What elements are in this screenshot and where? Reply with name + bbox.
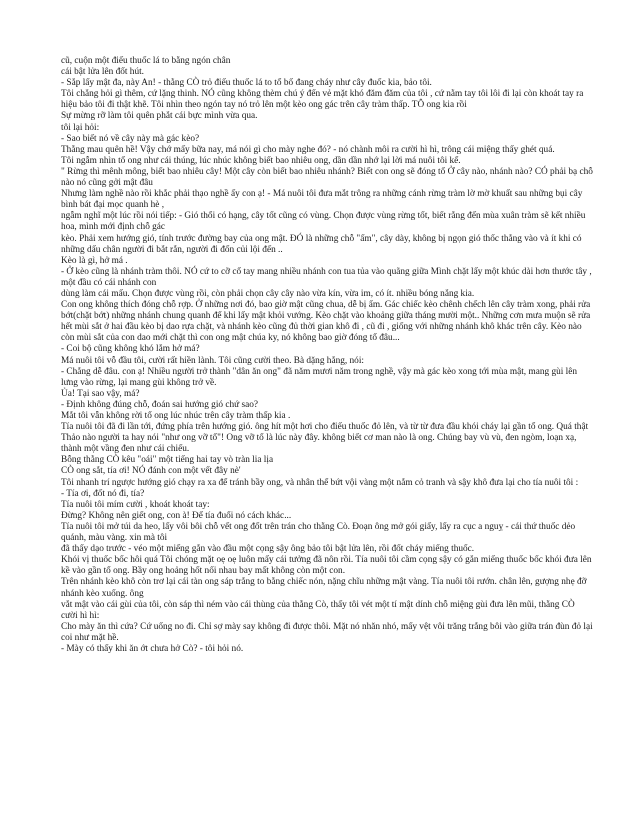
paragraph: cũ, cuộn một điếu thuốc lá to bằng ngón chân [61, 56, 231, 66]
paragraph: Tía nuôi tôi mím cười , khoát khoát tay: [61, 499, 210, 510]
paragraph: Thằng mau quên hề! Vậy chớ mấy bữa nay, má nói gì cho mày nghe đó? - nó chành môi ra cười hì hì, trông cái miệng thấy ghét quá. [61, 144, 555, 155]
paragraph: Khói vị thuốc bốc hôi quá Tôi chóng mặt oẹ oẹ luôn mấy cái tưởng đã nôn rồi. Tía nuôi tôi cầm cọng sậy có gắn miếng thuốc bốc khói đưa lên kề vào gần tổ ong. Bầy ong hoảng hốt nối nhau bay mất không còn một con. [61, 555, 592, 577]
paragraph: kèo. Phải xem hướng gió, tính trước đường bay của ong mật. ĐÓ là những chỗ "ấm", cây dày, không bị ngọn gió thốc thẳng vào và ít khi có những dấu chân người đi bắt rắn, người đi đốn củi lội đến .. [61, 233, 582, 255]
paragraph: - Sắp lấy mật đa, này An! - thằng CÒ trỏ điếu thuốc lá to tổ bố đang cháy như cây đuốc kia, bảo tôi. [61, 78, 432, 89]
paragraph: Ủa! Tại sao vậy, má? [61, 388, 140, 399]
paragraph: Tôi ngẫm nhìn tổ ong như cái thúng, lúc nhúc không biết bao nhiêu ong, dần dần nhớ lại lời má nuôi tôi kể. [61, 155, 461, 166]
paragraph: Tôi nhanh trí ngược hướng gió chạy ra xa để tránh bầy ong, và nhân thể bứt vội vàng một nắm cỏ tranh và sậy khô đưa lại cho tía nuôi tôi : [61, 477, 579, 488]
paragraph: - Sao biết nó về cây này mà gác kèo? [61, 133, 200, 144]
paragraph: - Ở kèo cũng là nhánh tràm thôi. NÓ cứ to cỡ cổ tay mang nhiều nhánh con tua tủa vào quãng giữa Mình chặt lấy một khúc dài hơn thước tây , một đầu có cái nhánh con [61, 266, 592, 288]
paragraph: Đừng? Không nên giết ong, con à! Để tía đuổi nó cách khác... [61, 510, 292, 521]
paragraph: tôi lại hỏi: [61, 122, 100, 133]
paragraph: - Định không đúng chỗ, đoán sai hướng gió chứ sao? [61, 399, 259, 410]
paragraph: CÒ ong sắt, tía ơi! NÓ đánh con một vết đây nè' [61, 466, 241, 477]
paragraph: Sự mừng rỡ làm tôi quên phắt cái bực mình vừa qua. [61, 111, 258, 122]
paragraph: - Chẳng dễ đâu. con ạ! Nhiều người trở thành "dân ăn ong" đã năm mươi năm trong nghề, vậy mà gác kèo xong tới mùa mật, mang gùi lên lưng vào rừng, lại mang gùi không trở về. [61, 366, 577, 388]
paragraph: vắt mật vào cái gùi của tôi, còn sáp thì ném vào cái thùng của thằng Cò, thấy tôi vét một tí mật dính chỗ miệng gùi đưa lên mũi, thằng CÒ cười hì hì: [61, 599, 575, 621]
paragraph: Cho mày ăn thì cứa? Cứ uống no đi. Chỉ sợ mày say không đi được thôi. Mặt nó nhăn nhó, mấy vệt vôi trăng trắng bôi vào giữa trán đùn đỏ lại coi như mặt hề. [61, 621, 593, 643]
paragraph: Mắt tôi vẫn không rời tổ ong lúc nhúc trên cây tràm thấp kia . [61, 411, 291, 421]
paragraph: Con ong không thích đóng chỗ rợp. Ở những nơi đó, bao giờ mật cũng chua, dễ bị ẩm. Gác chiếc kèo chênh chếch lên cây tràm xong, phải rửa bớt(chặt bớt) những nhánh chung quanh để khi lấy mật khỏi vướng. Kèo chặt vào khoảng giữa tháng mười một.. Những cơn mưa muộn sẽ rửa hết mùi sắt ở hai đầu kèo bị dao rựa chặt, và nhánh kèo cũng đủ thời gian khô đi , cũ đi , giống với những nhánh khô khác trên cây. Kèo nào còn mùi sắt của con dao mới chặt thì con ong mật chúa ky, nó không bao giờ đóng tổ đâu... [61, 300, 591, 344]
paragraph: đã thấy dạo trước - véo một miếng gắn vào đầu một cọng sậy ông bảo tôi bật lửa lên, rồi đốt cháy miếng thuốc. [61, 544, 475, 555]
paragraph: dùng làm cái mấu. Chọn được vùng rồi, còn phải chọn cây cây nào vừa kín, vừa im, có ít. nhiều bóng nắng kia. [61, 288, 475, 299]
paragraph: Má nuôi tôi vỗ đầu tôi, cười rất hiền lành. Tôi cũng cười theo. Bà dặng hắng, nói: [61, 355, 364, 366]
paragraph: - Mày có thấy khi ăn ớt chưa hở Cò? - tôi hỏi nó. [61, 643, 244, 654]
paragraph: - Coi bộ cũng không khó lắm hở má? [61, 344, 200, 355]
paragraph: cái bật lửa lên đốt hút. [61, 67, 145, 78]
paragraph: Tía nuôi tôi mở túi da heo, lấy vôi bôi chỗ vết ong đốt trên trán cho thằng Cò. Đoạn ông mở gói giấy, lấy ra cục a nguỵ - cái thứ thuốc dẻo quánh, màu vàng. xin mà tôi [61, 521, 576, 544]
paragraph: Tôi chẳng hỏi gì thêm, cứ lặng thinh. NÓ cũng không thèm chú ý đến vẻ mặt khó đăm đăm của tôi , cứ nằm tay tôi lôi đi lại còn khoát tay ra hiệu bảo tôi đi thật khẽ. Tôi nhìn theo ngón tay nó trỏ lên một kèo ong gác trên cây tràm thấp. TÔ ong kia rồi [61, 89, 584, 111]
paragraph: Nhưng làm nghề nào rồi khắc phải thạo nghề ấy con ạ! - Má nuôi tôi đưa mắt trông ra những cánh rừng tràm lờ mờ khuất sau những bụi cây bình bát đại mọc quanh hè , [61, 189, 583, 211]
paragraph: Trên nhánh kèo khô còn trơ lại cái tàn ong sáp trắng to bằng chiếc nón, nặng chĩu những mật vàng. Tía nuôi tôi rướn. chân lên, gượng nhẹ đỡ nhánh kèo xuống. ông [61, 577, 587, 599]
document-page [61, 56, 593, 655]
paragraph: - Tía ơi, đốt nó đi, tía? [61, 488, 145, 499]
paragraph: Kèo là gì, hở má . [61, 255, 128, 266]
paragraph: " Rừng thì mênh mông, biết bao nhiêu cây! Một cây còn biết bao nhiêu nhánh? Biết con ong sẽ đóng tổ Ở cây nào, nhánh nào? CÓ phải bạ chỗ nào nó cũng gởi mật đâu [61, 166, 593, 189]
paragraph: Tía nuôi tôi đã đi lần tới, đứng phía trên hướng gió. ông hít một hơi cho điếu thuốc đỏ lên, và từ từ đưa đầu khói cháy lại gần tổ ong. Quá thật Thảo nào người ta hay nói "như ong vỡ tổ"! Ong vỡ tổ là lúc này đây. không biết cơ man nào là ong. Chúng bay vù vù, đen ngòm, loạn xạ, thành một vầng đen như cái chiếu. [61, 422, 589, 455]
paragraph: Bỗng thằng CÒ kêu "oái" một tiếng hai tay vò tràn lia lịa [61, 455, 274, 466]
paragraph: ngẫm nghĩ một lúc rồi nói tiếp: - Gió thổi có hạng, cây tốt cũng có vùng. Chọn được vùng rừng tốt, biết rằng đến mùa xuân tràm sẽ kết nhiều hoa, mình mới định chỗ gác [61, 211, 586, 233]
